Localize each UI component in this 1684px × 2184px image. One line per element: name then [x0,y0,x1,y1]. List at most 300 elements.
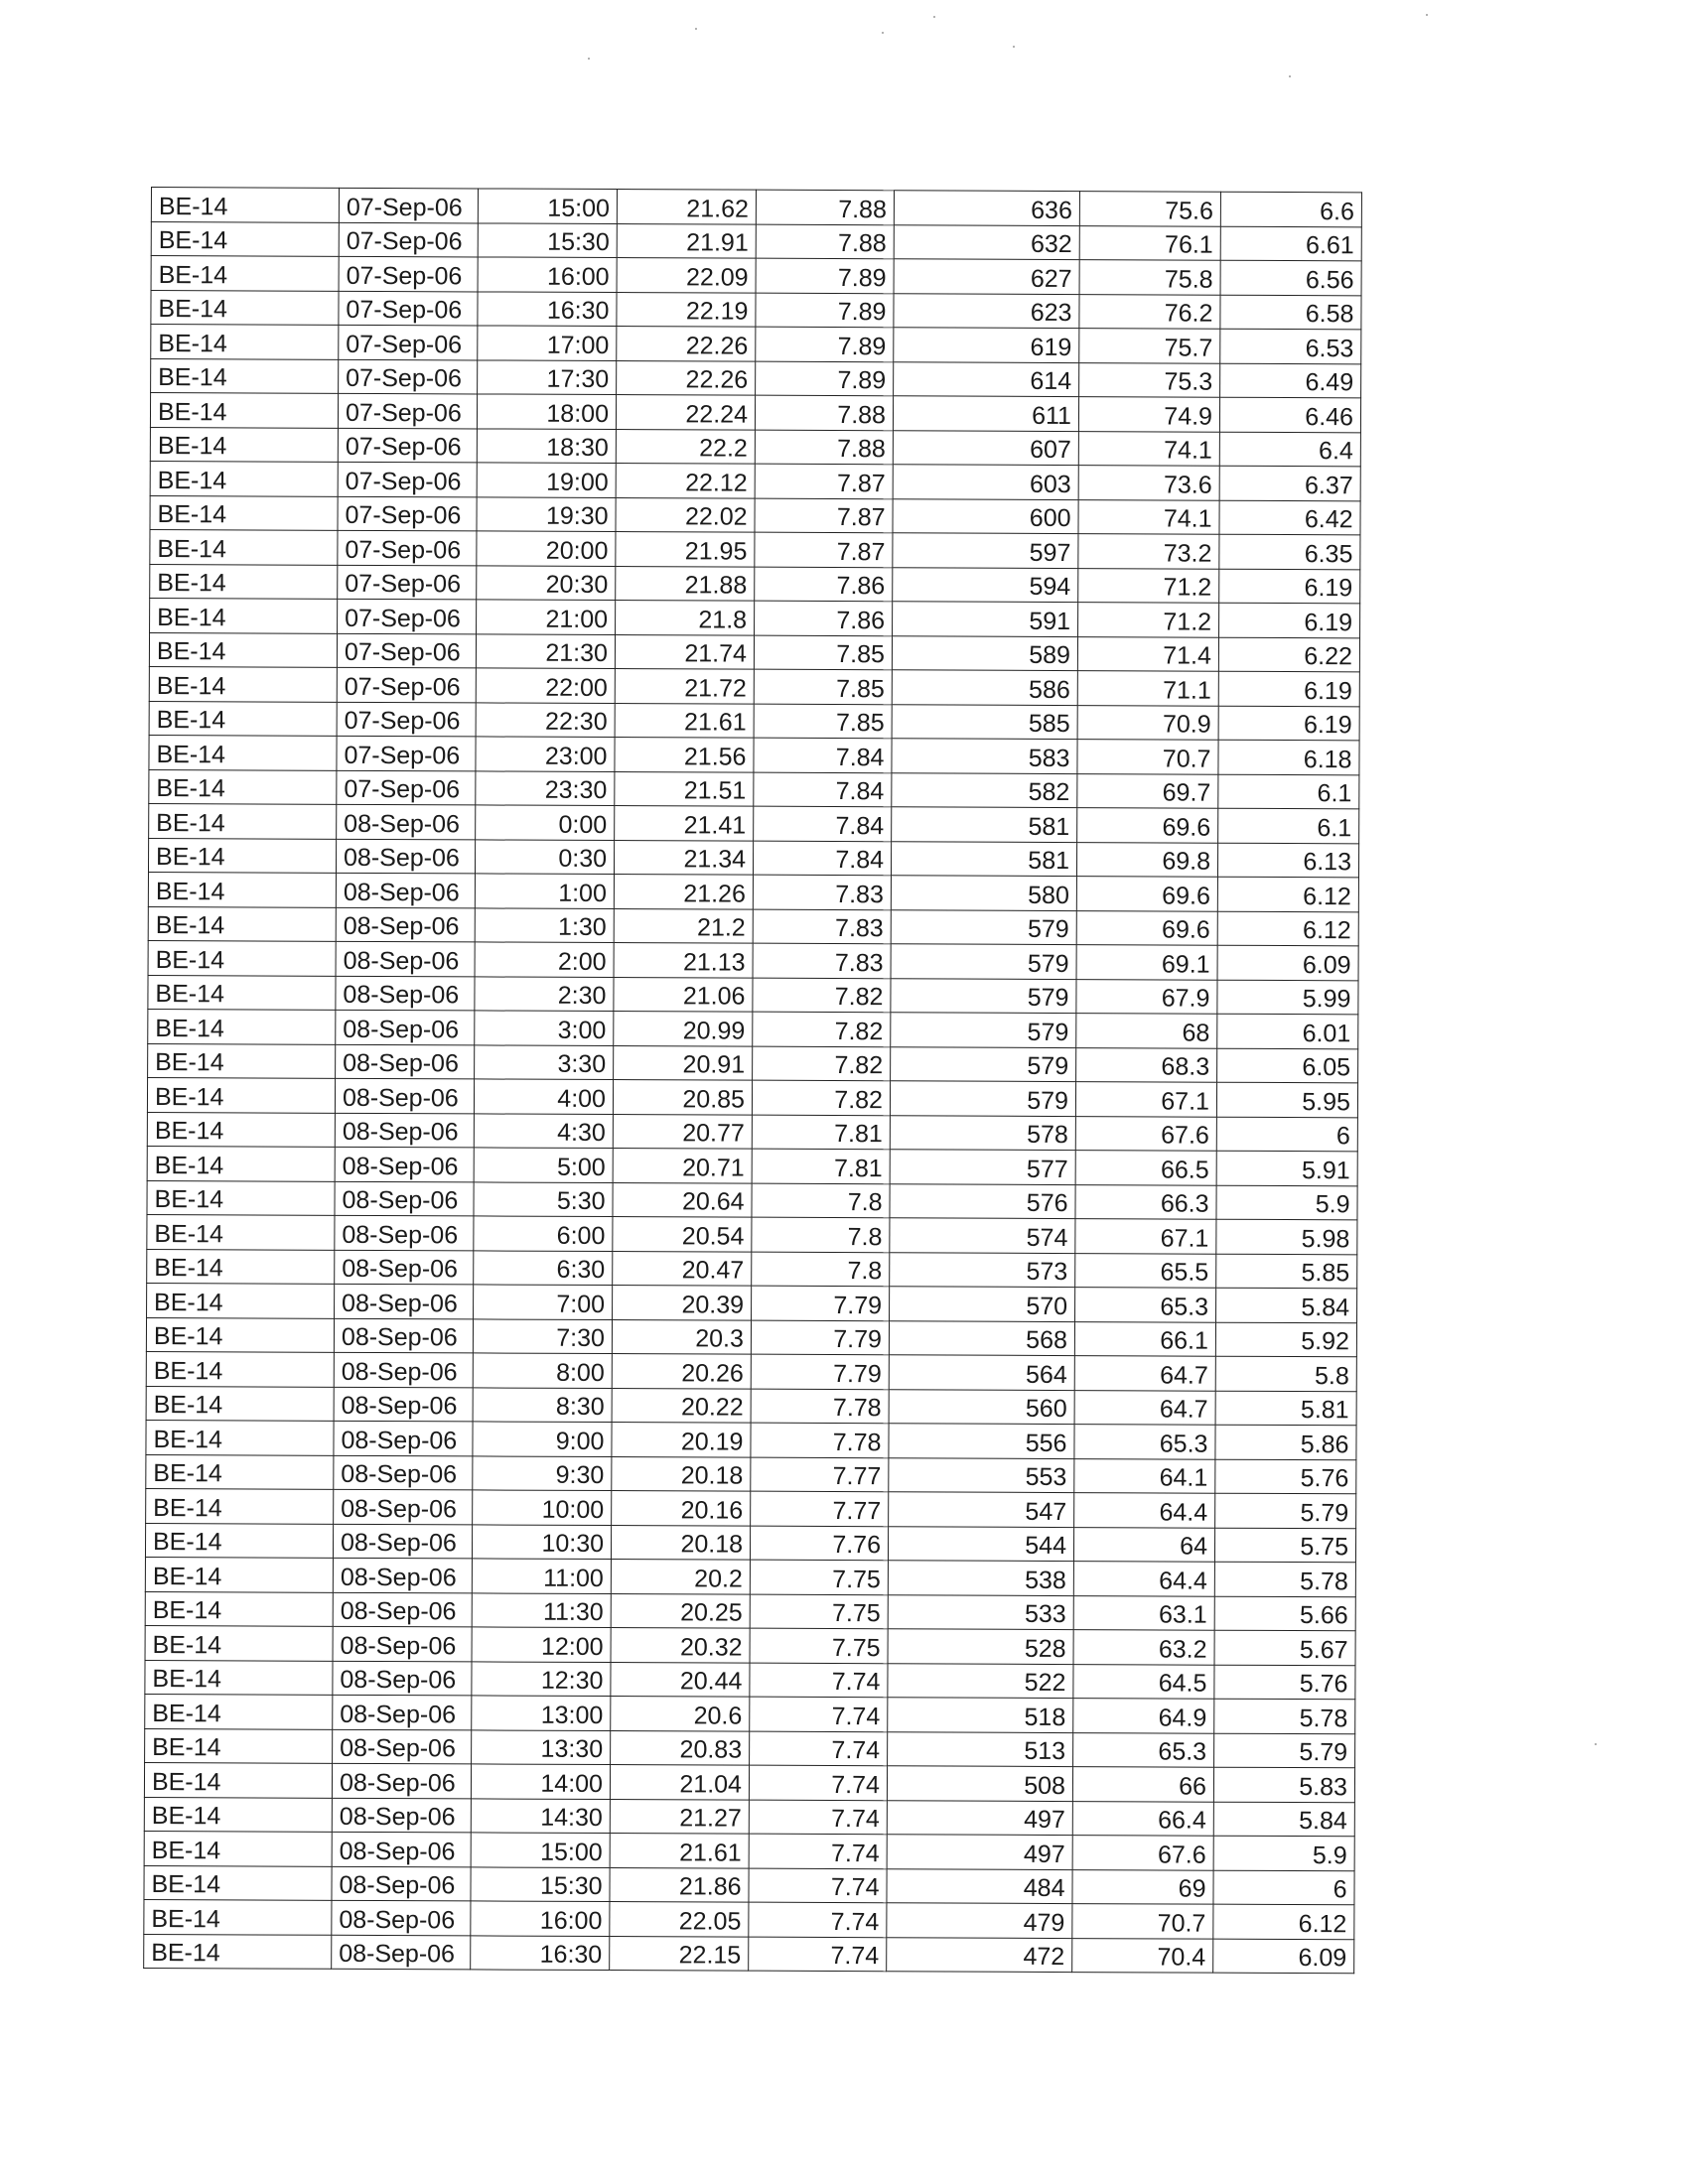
temp-cell: 20.26 [612,1354,751,1389]
do-percent-cell: 65.3 [1075,1288,1216,1322]
site-cell: BE-14 [149,735,337,769]
date-cell: 08-Sep-06 [335,1181,474,1216]
do-percent-cell: 69.1 [1076,945,1217,980]
table-row [149,803,1359,843]
table-row [150,598,1360,637]
temp-cell: 21.34 [614,840,753,875]
conductance-cell: 627 [894,259,1079,294]
table-row [144,1865,1354,1905]
do-percent-cell: 64.4 [1073,1562,1214,1596]
temp-cell: 20.64 [613,1182,752,1217]
ph-cell: 7.81 [752,1115,890,1150]
conductance-cell: 578 [890,1115,1075,1150]
site-cell: BE-14 [146,1386,334,1421]
do-mg-cell: 5.78 [1214,1699,1355,1733]
time-cell: 8:00 [473,1353,612,1388]
do-percent-cell: 71.4 [1077,636,1218,671]
do-mg-cell: 5.9 [1216,1185,1357,1220]
site-cell: BE-14 [147,1249,335,1284]
table-row [144,1762,1354,1802]
site-cell: BE-14 [147,1146,335,1180]
site-cell: BE-14 [150,529,338,564]
do-percent-cell: 70.7 [1077,740,1218,774]
time-cell: 7:00 [474,1285,613,1319]
time-cell: 18:30 [477,428,616,463]
do-mg-cell: 5.99 [1217,980,1358,1015]
scan-speck [1426,14,1428,16]
do-mg-cell: 5.92 [1215,1322,1356,1357]
time-cell: 15:30 [478,222,617,257]
date-cell: 07-Sep-06 [339,222,478,257]
table-row [151,221,1361,261]
do-mg-cell: 5.84 [1216,1288,1357,1322]
site-cell: BE-14 [144,1865,332,1900]
temp-cell: 21.8 [616,601,755,635]
table-row [146,1351,1356,1391]
temp-cell: 20.91 [614,1045,753,1080]
do-percent-cell: 76.2 [1079,294,1220,329]
time-cell: 5:00 [474,1148,613,1182]
ph-cell: 7.89 [756,327,894,361]
table-row [150,393,1360,433]
conductance-cell: 594 [893,567,1078,602]
table-row [148,838,1358,878]
date-cell: 07-Sep-06 [339,325,478,359]
conductance-cell: 636 [894,191,1079,225]
site-cell: BE-14 [149,769,337,804]
time-cell: 19:30 [477,496,616,531]
ph-cell: 7.83 [753,909,891,944]
time-cell: 22:30 [476,702,615,737]
time-cell: 11:30 [472,1592,611,1627]
temp-cell: 22.2 [616,429,755,464]
temp-cell: 20.47 [613,1251,752,1286]
date-cell: 07-Sep-06 [337,736,476,770]
temp-cell: 21.74 [615,634,754,669]
ph-cell: 7.75 [750,1560,888,1594]
do-mg-cell: 6.12 [1217,877,1358,911]
temp-cell: 22.15 [610,1936,749,1971]
do-mg-cell: 5.75 [1214,1528,1355,1563]
table-row [150,427,1360,467]
time-cell: 23:00 [476,737,615,771]
date-cell: 08-Sep-06 [335,1078,474,1113]
do-percent-cell: 74.1 [1078,431,1219,466]
time-cell: 21:00 [477,600,616,634]
site-cell: BE-14 [150,564,338,599]
table-row [145,1591,1355,1631]
site-cell: BE-14 [149,632,337,667]
do-mg-cell: 6.53 [1220,329,1361,363]
date-cell: 07-Sep-06 [338,393,477,428]
conductance-cell: 538 [888,1561,1073,1595]
do-mg-cell: 5.78 [1214,1562,1355,1596]
ph-cell: 7.84 [754,738,892,772]
conductance-cell: 479 [887,1903,1072,1938]
temp-cell: 20.39 [613,1286,752,1320]
do-mg-cell: 6.42 [1219,500,1360,535]
ph-cell: 7.74 [750,1697,888,1731]
ph-cell: 7.82 [753,978,891,1013]
temp-cell: 21.41 [615,806,754,841]
ph-cell: 7.84 [753,841,891,876]
temp-cell: 20.44 [611,1662,750,1697]
site-cell: BE-14 [151,290,339,325]
conductance-cell: 522 [888,1663,1073,1698]
date-cell: 08-Sep-06 [336,941,475,976]
do-percent-cell: 69.7 [1077,773,1218,808]
do-percent-cell: 66.4 [1072,1801,1213,1836]
site-cell: BE-14 [149,666,337,701]
time-cell: 7:30 [473,1318,612,1353]
ph-cell: 7.79 [751,1320,889,1355]
do-mg-cell: 5.84 [1213,1802,1354,1837]
temp-cell: 21.62 [617,190,756,224]
temp-cell: 21.72 [615,669,754,704]
table-row [151,358,1361,398]
ph-cell: 7.74 [749,1868,887,1903]
temp-cell: 20.2 [611,1560,750,1594]
date-cell: 07-Sep-06 [338,462,477,496]
time-cell: 21:30 [476,633,615,668]
ph-cell: 7.8 [752,1252,890,1287]
conductance-cell: 508 [887,1766,1072,1801]
ph-cell: 7.85 [754,669,892,704]
do-mg-cell: 5.67 [1214,1630,1355,1665]
conductance-cell: 518 [888,1698,1073,1732]
conductance-cell: 579 [891,978,1076,1013]
temp-cell: 20.22 [612,1388,751,1423]
do-percent-cell: 64.7 [1074,1390,1215,1425]
temp-cell: 22.26 [617,327,756,361]
time-cell: 6:00 [474,1216,613,1251]
table-row [148,975,1358,1015]
time-cell: 10:00 [473,1490,612,1525]
date-cell: 08-Sep-06 [334,1489,473,1524]
temp-cell: 21.2 [614,908,753,943]
conductance-cell: 614 [894,361,1079,396]
do-percent-cell: 64.7 [1074,1356,1215,1391]
date-cell: 07-Sep-06 [337,667,476,702]
table-row [149,769,1359,809]
site-cell: BE-14 [148,838,336,873]
ph-cell: 7.87 [755,532,893,567]
site-cell: BE-14 [148,940,336,975]
ph-cell: 7.77 [751,1457,889,1492]
do-percent-cell: 69 [1072,1869,1213,1904]
date-cell: 08-Sep-06 [335,1113,474,1148]
do-percent-cell: 71.1 [1077,671,1218,706]
site-cell: BE-14 [150,495,338,530]
conductance-cell: 570 [890,1287,1075,1321]
time-cell: 9:30 [473,1455,612,1490]
site-cell: BE-14 [147,1214,335,1249]
do-percent-cell: 71.2 [1078,568,1219,603]
do-mg-cell: 6.19 [1219,569,1360,604]
date-cell: 07-Sep-06 [338,496,477,531]
site-cell: BE-14 [145,1728,333,1763]
date-cell: 07-Sep-06 [339,256,478,291]
do-mg-cell: 6 [1213,1870,1354,1905]
time-cell: 15:00 [478,189,617,223]
time-cell: 14:00 [471,1764,610,1799]
date-cell: 08-Sep-06 [333,1729,472,1764]
conductance-cell: 574 [890,1218,1075,1253]
time-cell: 12:00 [472,1627,611,1662]
do-percent-cell: 64.1 [1074,1458,1215,1493]
date-cell: 08-Sep-06 [336,1044,475,1079]
time-cell: 13:00 [472,1696,611,1730]
ph-cell: 7.84 [754,772,892,807]
table-row [145,1694,1355,1733]
temp-cell: 20.99 [614,1012,753,1046]
date-cell: 07-Sep-06 [338,428,477,463]
site-cell: BE-14 [148,975,336,1010]
table-row [148,872,1358,911]
do-mg-cell: 6.37 [1219,466,1360,500]
table-row [144,1831,1354,1870]
site-cell: BE-14 [146,1351,334,1386]
date-cell: 08-Sep-06 [336,1010,475,1044]
time-cell: 14:30 [471,1798,610,1833]
scan-speck [933,16,935,18]
ph-cell: 7.79 [751,1354,889,1389]
do-percent-cell: 64.4 [1074,1493,1215,1528]
date-cell: 08-Sep-06 [334,1352,473,1387]
temp-cell: 20.85 [613,1080,752,1115]
do-percent-cell: 70.9 [1077,705,1218,740]
time-cell: 15:00 [471,1833,610,1867]
site-cell: BE-14 [149,803,337,838]
conductance-cell: 556 [889,1424,1074,1458]
do-percent-cell: 65.5 [1075,1253,1216,1288]
site-cell: BE-14 [145,1591,333,1626]
date-cell: 08-Sep-06 [332,1832,471,1866]
date-cell: 08-Sep-06 [333,1695,472,1729]
date-cell: 08-Sep-06 [332,1866,471,1901]
do-mg-cell: 5.8 [1215,1356,1356,1391]
do-percent-cell: 69.6 [1076,877,1217,911]
time-cell: 19:00 [477,463,616,497]
site-cell: BE-14 [146,1488,334,1523]
time-cell: 0:30 [475,839,614,874]
date-cell: 08-Sep-06 [337,804,476,839]
site-cell: BE-14 [145,1694,333,1728]
date-cell: 08-Sep-06 [332,1935,471,1970]
time-cell: 16:00 [478,257,617,292]
do-percent-cell: 67.1 [1075,1082,1216,1117]
do-percent-cell: 73.2 [1078,534,1219,569]
date-cell: 08-Sep-06 [335,1147,474,1181]
date-cell: 07-Sep-06 [339,188,478,222]
ph-cell: 7.74 [749,1834,887,1868]
site-cell: BE-14 [151,256,339,291]
conductance-cell: 583 [892,739,1077,773]
ph-cell: 7.88 [755,430,893,465]
temp-cell: 21.51 [615,771,754,806]
ph-cell: 7.86 [755,567,893,602]
do-percent-cell: 65.3 [1074,1425,1215,1459]
do-mg-cell: 6.4 [1219,432,1360,467]
ph-cell: 7.82 [753,1012,891,1046]
ph-cell: 7.74 [750,1663,888,1698]
do-mg-cell: 6.1 [1218,774,1359,809]
conductance-cell: 579 [891,909,1076,944]
conductance-cell: 585 [892,704,1077,739]
site-cell: BE-14 [146,1454,334,1489]
do-mg-cell: 6.13 [1217,843,1358,878]
site-cell: BE-14 [151,188,339,222]
time-cell: 1:30 [475,907,614,942]
date-cell: 08-Sep-06 [332,1798,471,1833]
do-percent-cell: 74.9 [1078,397,1219,432]
site-cell: BE-14 [151,358,339,393]
table-row [146,1317,1356,1357]
ph-cell: 7.87 [755,464,893,498]
conductance-cell: 581 [891,841,1076,876]
scan-speck [1289,75,1291,77]
temp-cell: 20.54 [613,1217,752,1252]
table-row [148,940,1358,980]
time-cell: 8:30 [473,1387,612,1422]
table-row [146,1454,1356,1494]
date-cell: 08-Sep-06 [336,907,475,942]
date-cell: 08-Sep-06 [334,1455,473,1490]
temp-cell: 22.12 [616,464,755,498]
date-cell: 08-Sep-06 [332,1900,471,1935]
time-cell: 0:00 [476,805,615,840]
do-mg-cell: 6.46 [1219,397,1360,432]
ph-cell: 7.84 [754,806,892,841]
do-percent-cell: 64 [1073,1527,1214,1562]
ph-cell: 7.74 [750,1731,888,1766]
conductance-cell: 576 [890,1183,1075,1218]
table-row [147,1112,1357,1152]
table-row [145,1625,1355,1665]
ph-cell: 7.88 [756,224,894,259]
do-percent-cell: 65.3 [1073,1732,1214,1767]
conductance-cell: 497 [887,1835,1072,1869]
table-row [146,1488,1356,1528]
do-mg-cell: 6.22 [1218,637,1359,672]
do-mg-cell: 6.19 [1218,671,1359,706]
date-cell: 08-Sep-06 [335,1215,474,1250]
temp-cell: 22.09 [617,258,756,293]
conductance-cell: 528 [888,1629,1073,1664]
table-row [145,1728,1355,1768]
ph-cell: 7.78 [751,1423,889,1457]
do-mg-cell: 5.91 [1216,1151,1357,1185]
time-cell: 4:30 [474,1113,613,1148]
ph-cell: 7.82 [753,1046,891,1081]
conductance-cell: 580 [891,876,1076,910]
time-cell: 17:30 [478,359,617,394]
conductance-cell: 591 [893,602,1078,636]
do-mg-cell: 6.01 [1217,1014,1358,1048]
ph-cell: 7.83 [753,875,891,909]
table-row [146,1386,1356,1426]
do-mg-cell: 5.66 [1214,1596,1355,1631]
temp-cell: 20.71 [613,1149,752,1183]
time-cell: 1:00 [475,874,614,908]
conductance-cell: 581 [892,807,1077,842]
temp-cell: 20.32 [611,1628,750,1663]
date-cell: 07-Sep-06 [338,599,477,633]
site-cell: BE-14 [151,221,339,256]
ph-cell: 7.85 [754,635,892,670]
do-percent-cell: 67.6 [1072,1836,1213,1870]
scan-speck [1013,46,1015,48]
do-percent-cell: 63.1 [1073,1595,1214,1630]
table-row [147,1180,1357,1220]
do-percent-cell: 75.6 [1079,192,1220,226]
date-cell: 08-Sep-06 [332,1763,471,1798]
do-percent-cell: 76.1 [1079,225,1220,260]
temp-cell: 22.02 [616,497,755,532]
site-cell: BE-14 [148,906,336,941]
ph-cell: 7.74 [749,1902,887,1937]
site-cell: BE-14 [147,1077,335,1112]
site-cell: BE-14 [146,1420,334,1454]
scan-speck [882,32,884,34]
time-cell: 4:00 [474,1079,613,1114]
scan-speck [695,28,697,30]
temp-cell: 22.19 [617,292,756,327]
time-cell: 10:30 [472,1524,611,1559]
do-mg-cell: 6.19 [1218,706,1359,741]
time-cell: 20:30 [477,565,616,600]
do-percent-cell: 64.9 [1073,1699,1214,1733]
do-mg-cell: 5.86 [1215,1425,1356,1459]
date-cell: 08-Sep-06 [333,1558,472,1592]
date-cell: 08-Sep-06 [333,1524,472,1559]
date-cell: 08-Sep-06 [336,873,475,907]
time-cell: 23:30 [476,770,615,805]
ph-cell: 7.89 [756,293,894,328]
do-percent-cell: 70.4 [1072,1938,1213,1973]
site-cell: BE-14 [145,1557,333,1591]
temp-cell: 20.77 [613,1114,752,1149]
conductance-cell: 586 [892,670,1077,705]
temp-cell: 20.25 [611,1593,750,1628]
site-cell: BE-14 [150,427,338,462]
ph-cell: 7.78 [751,1389,889,1424]
date-cell: 07-Sep-06 [337,702,476,737]
do-percent-cell: 74.1 [1078,499,1219,534]
ph-cell: 7.88 [756,190,894,224]
temp-cell: 22.26 [617,360,756,395]
conductance-cell: 611 [893,396,1078,431]
site-cell: BE-14 [149,701,337,736]
do-percent-cell: 75.8 [1079,260,1220,295]
temp-cell: 21.88 [616,566,755,601]
conductance-cell: 560 [889,1389,1074,1424]
temp-cell: 21.13 [614,943,753,978]
do-percent-cell: 66.3 [1075,1184,1216,1219]
site-cell: BE-14 [148,1009,336,1043]
table-row [144,1797,1354,1837]
scan-speck [588,58,590,60]
table-row [147,1283,1357,1322]
conductance-cell: 597 [893,533,1078,568]
do-percent-cell: 69.8 [1076,842,1217,877]
table-row [146,1420,1356,1459]
do-percent-cell: 75.7 [1079,329,1220,363]
do-mg-cell: 6.12 [1213,1904,1354,1939]
do-mg-cell: 6.09 [1213,1939,1354,1974]
do-mg-cell: 6 [1216,1117,1357,1152]
temp-cell: 21.27 [610,1799,749,1834]
